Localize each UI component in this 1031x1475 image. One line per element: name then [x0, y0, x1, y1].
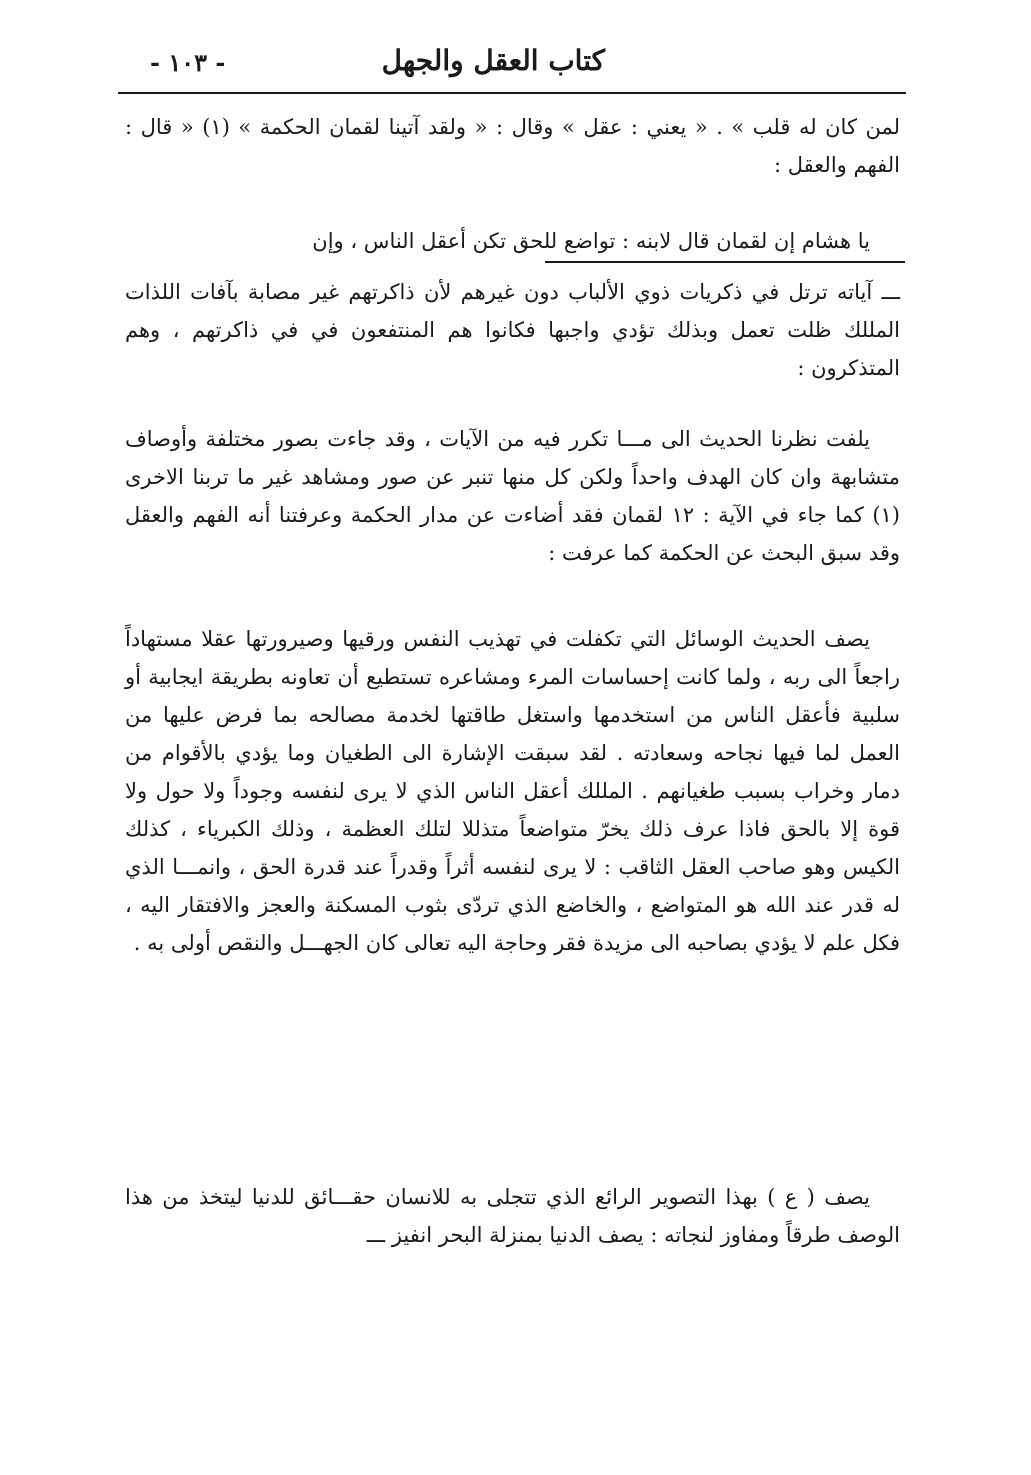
commentary-paragraph-2	[125, 420, 900, 572]
commentary-paragraph-4	[125, 1178, 900, 1254]
paragraph-text: ـــ آياته ترتل في ذكريات ذوي الألباب دون غيرهم لأن ذاكرتهم غير مصابة بآفات اللذات المللك ظلت تعمل وبذلك تؤدي واجبها فكانوا هم المنتفعون في في ذاكرتهم ، وهم المتذكرون :	[125, 280, 900, 380]
paragraph-hisham	[125, 222, 900, 260]
header-rule	[118, 92, 906, 94]
page-number: - ١٠٣ -	[150, 48, 226, 77]
paragraph-text: يصف الحديث الوسائل التي تكفلت في تهذيب النفس ورقيها وصيرورتها عقلا مستهاداً راجعاً الى ربه ، ولما كانت إحساسات المرء ومشاعره تستطيع أن تعاونه بطريقة ايجابية أو سلبية فأعقل الناس من استخدمها واستغل طاقتها لخدمة مصالحه بما فرض عليها من العمل لما فيها نجاحه وسعادته . لقد سبقت الإشارة الى الطغيان وما يؤدي بالأقوام من دمار وخراب بسبب طغيانهم . المللك أعقل الناس الذي لا يرى لنفسه وجوداً ولا حول ولا قوة إلا بالحق فاذا عرف ذلك يخرّ متواضعاً متذللا لتلك العظمة ، وذلك الكبرياء ، كذلك الكيس وهو صاحب العقل الثاقب : لا يرى لنفسه أثراً وقدراً عند قدرة الحق ، وانمـــا الذي له قدر عند الله هو المتواضع ، والخاضع الذي تردّى بثوب المسكنة والعجز والافتقار اليه ، فكل علم لا يؤدي بصاحبه الى مزيدة فقر وحاجة اليه تعالى كان الجهـــل والنقص أولى به .	[125, 627, 900, 955]
paragraph-text: يا هشام إن لقمان قال لابنه : تواضع للحق تكن أعقل الناس ، وإن	[312, 229, 870, 253]
paragraph-opening	[125, 108, 900, 184]
page-header	[120, 38, 905, 88]
commentary-paragraph-1	[125, 273, 900, 387]
paragraph-text: لمن كان له قلب » . « يعني : عقل » وقال : « ولقد آتينا لقمان الحكمة » (١) « قال : الفهم والعقل :	[125, 115, 900, 177]
paragraph-text: يلفت نظرنا الحديث الى مـــا تكرر فيه من الآيات ، وقد جاءت بصور مختلفة وأوصاف متشابهة وان كان الهدف واحداً ولكن كل منها تنبر عن صور ومشاهد غير ما تربنا الاخرى (١) كما جاء في الآية : ١٢ لقمان فقد أضاءت عن مدار الحكمة وعرفتنا أنه الفهم والعقل وقد سبق البحث عن الحكمة كما عرفت :	[125, 427, 900, 565]
commentary-paragraph-3	[125, 620, 900, 962]
footnote-rule	[545, 261, 905, 263]
running-title: كتاب العقل والجهل	[381, 44, 605, 77]
paragraph-text: يصف ( ع ) بهذا التصوير الرائع الذي تتجلى به للانسان حقـــائق للدنيا ليتخذ من هذا الوصف طرقاً ومفاوز لنجاته : يصف الدنيا بمنزلة البحر انفيز ـــ	[125, 1185, 900, 1247]
